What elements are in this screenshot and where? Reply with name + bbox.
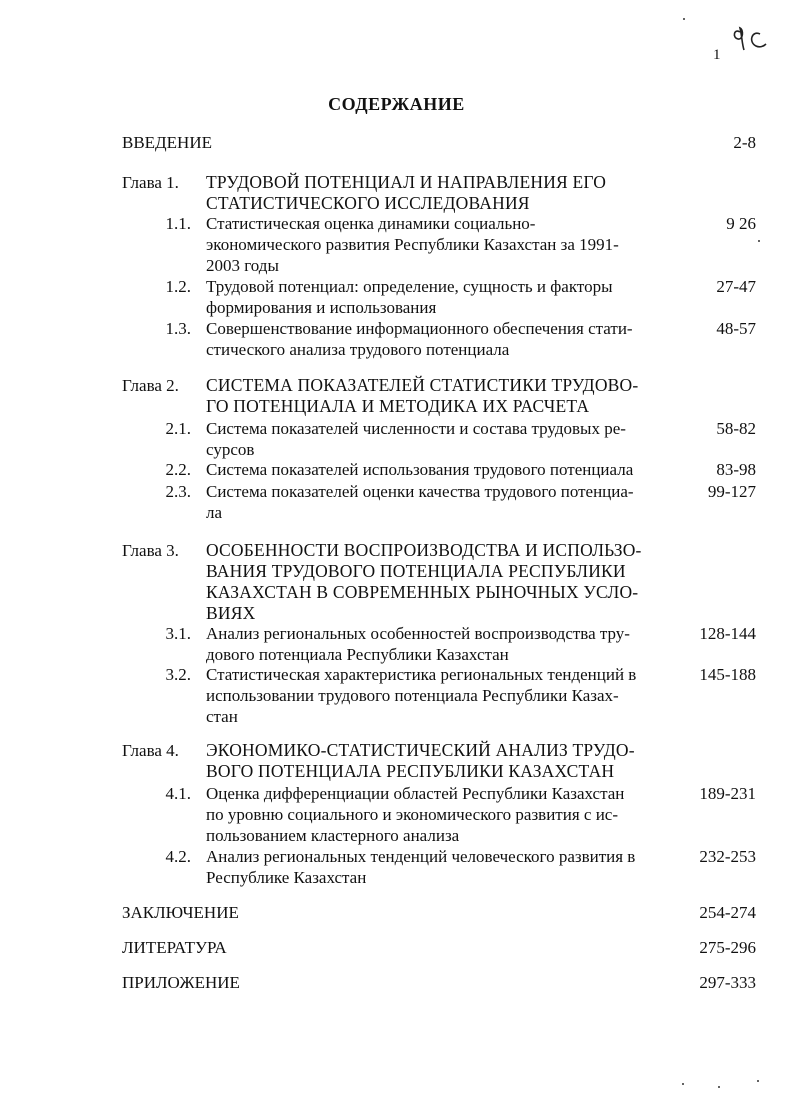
section-title-line: дового потенциала Республики Казахстан	[206, 645, 509, 664]
section-title-line: сурсов	[206, 440, 255, 459]
entry-label: ЛИТЕРАТУРА	[122, 938, 227, 957]
section-title	[206, 276, 676, 318]
section-number: 4.1.	[165, 784, 191, 803]
section-title-line: Система показателей численности и состава трудовых ре-	[206, 419, 626, 438]
section-pages: 99-127	[707, 482, 756, 501]
section-title	[206, 664, 676, 727]
section-title	[206, 418, 676, 460]
section-pages: 27-47	[716, 277, 756, 296]
chapter-title	[206, 540, 676, 624]
section-number: 3.1.	[165, 624, 191, 643]
entry-label: ЗАКЛЮЧЕНИЕ	[122, 903, 239, 922]
section-title-line: Система показателей оценки качества трудового потенциа-	[206, 482, 634, 501]
section-title	[206, 846, 676, 888]
section-title	[206, 783, 676, 846]
section-title-line: Совершенствование информационного обеспечения стати-	[206, 319, 633, 338]
section-pages: 48-57	[716, 319, 756, 338]
chapter-title-line: ОСОБЕННОСТИ ВОСПРОИЗВОДСТВА И ИСПОЛЬЗО-	[206, 540, 642, 560]
section-pages: 189-231	[699, 784, 756, 803]
section-title	[206, 318, 676, 360]
chapter-title-line: ЭКОНОМИКО-СТАТИСТИЧЕСКИЙ АНАЛИЗ ТРУДО-	[206, 740, 635, 760]
chapter-title-line: ГО ПОТЕНЦИАЛА И МЕТОДИКА ИХ РАСЧЕТА	[206, 396, 590, 416]
section-title-line: по уровню социального и экономического развития с ис-	[206, 805, 619, 824]
entry-label: ВВЕДЕНИЕ	[122, 133, 212, 152]
chapter-title	[206, 740, 676, 782]
section-pages: 232-253	[699, 847, 756, 866]
page-title: СОДЕРЖАНИЕ	[328, 94, 465, 114]
chapter-title-line: ВАНИЯ ТРУДОВОГО ПОТЕНЦИАЛА РЕСПУБЛИКИ	[206, 561, 626, 581]
entry-pages: 297-333	[699, 973, 756, 992]
section-number: 2.2.	[165, 460, 191, 479]
chapter-label: Глава 2.	[122, 376, 179, 395]
chapter-title-line: ВИЯХ	[206, 603, 256, 623]
section-number: 4.2.	[165, 847, 191, 866]
chapter-title	[206, 172, 676, 214]
section-title-line: формирования и использования	[206, 298, 437, 317]
section-title-line: экономического развития Республики Казахстан за 1991-	[206, 235, 619, 254]
section-title-line: 2003 годы	[206, 256, 279, 275]
section-title-line: ла	[206, 503, 223, 522]
section-title-line: стического анализа трудового потенциала	[206, 340, 510, 359]
chapter-title-line: ТРУДОВОЙ ПОТЕНЦИАЛ И НАПРАВЛЕНИЯ ЕГО	[206, 172, 607, 192]
chapter-title-line: ВОГО ПОТЕНЦИАЛА РЕСПУБЛИКИ КАЗАХСТАН	[206, 761, 615, 781]
section-number: 2.1.	[165, 419, 191, 438]
section-title-line: Оценка дифференциации областей Республики Казахстан	[206, 784, 625, 803]
entry-label: ПРИЛОЖЕНИЕ	[122, 973, 240, 992]
section-title-line: Трудовой потенциал: определение, сущность и факторы	[206, 277, 613, 296]
section-title-line: Анализ региональных особенностей воспроизводства тру-	[206, 624, 630, 643]
section-number: 1.3.	[165, 319, 191, 338]
section-pages: 9 26	[726, 214, 756, 233]
section-title-line: использовании трудового потенциала Республики Казах-	[206, 686, 619, 705]
section-number: 1.1.	[165, 214, 191, 233]
section-title	[206, 213, 676, 276]
entry-pages: 254-274	[699, 903, 756, 922]
section-number: 2.3.	[165, 482, 191, 501]
section-pages: 83-98	[716, 460, 756, 479]
chapter-title-line: СТАТИСТИЧЕСКОГО ИССЛЕДОВАНИЯ	[206, 193, 530, 213]
section-title-line: Система показателей использования трудового потенциала	[206, 460, 634, 479]
section-title-line: пользованием кластерного анализа	[206, 826, 460, 845]
page-number: 1	[713, 47, 721, 63]
section-number: 3.2.	[165, 665, 191, 684]
section-number: 1.2.	[165, 277, 191, 296]
section-title-line: Статистическая характеристика региональных тенденций в	[206, 665, 637, 684]
chapter-label: Глава 4.	[122, 741, 179, 760]
section-pages: 145-188	[699, 665, 756, 684]
section-title-line: стан	[206, 707, 238, 726]
section-title-line: Республике Казахстан	[206, 868, 367, 887]
chapter-label: Глава 3.	[122, 541, 179, 560]
section-title-line: Статистическая оценка динамики социально-	[206, 214, 536, 233]
section-title	[206, 459, 676, 480]
section-title	[206, 623, 676, 665]
entry-pages: 2-8	[733, 133, 756, 152]
chapter-label: Глава 1.	[122, 173, 179, 192]
section-title	[206, 481, 676, 523]
section-pages: 58-82	[716, 419, 756, 438]
section-title-line: Анализ региональных тенденций человеческого развития в	[206, 847, 636, 866]
chapter-title	[206, 375, 676, 417]
chapter-title-line: КАЗАХСТАН В СОВРЕМЕННЫХ РЫНОЧНЫХ УСЛО-	[206, 582, 639, 602]
section-pages: 128-144	[699, 624, 756, 643]
chapter-title-line: СИСТЕМА ПОКАЗАТЕЛЕЙ СТАТИСТИКИ ТРУДОВО-	[206, 375, 639, 395]
entry-pages: 275-296	[699, 938, 756, 957]
